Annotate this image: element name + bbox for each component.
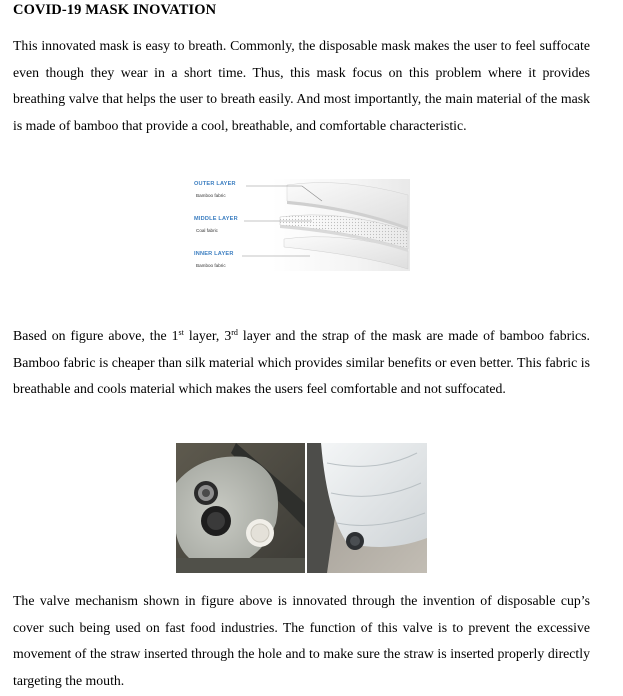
document-title: COVID-19 MASK INOVATION [13,2,217,18]
para2-text-a: Based on figure above, the 1 [13,328,179,343]
middle-layer-material: Coal fabric [196,228,218,233]
para2-text-b: layer, 3 [183,328,232,343]
para2-sup-2: rd [231,328,238,337]
inner-layer-label: INNER LAYER [194,251,234,257]
valve-paragraph: The valve mechanism shown in figure above is innovated through the invention of disposable cup’s cover such being used on fast food industries. The function of this valve is to prevent the excessive movement of the straw inserted through the hole and to make sure the straw is inserted properly directly targeting the mouth. [13,593,590,688]
intro-paragraph: This innovated mask is easy to breath. Commonly, the disposable mask makes the user to feel suffocate even though they wear in a short time. Thus, this mask focus on this problem where it provides breathing valve that helps the user to breath easily. And most importantly, the main material of the mask is made of bamboo that provide a cool, breathable, and comfortable characteristic. [13,38,590,133]
middle-layer-label: MIDDLE LAYER [194,216,238,222]
mask-photo-grey [176,443,305,573]
mask-layers-figure [192,179,410,271]
para2-text-c: layer and the strap of the mask are made of bamboo fabrics. Bamboo fabric is cheaper than silk material which provides similar benefits or even better. This fabric is breathable and cools material which makes the users feel comfortable and not suffocated. [13,328,590,397]
outer-layer-label: OUTER LAYER [194,181,236,187]
mask-photo-white [307,443,427,573]
bamboo-paragraph [13,323,590,403]
outer-layer-material: Bamboo fabric [196,193,226,198]
inner-layer-material: Bamboo fabric [196,263,226,268]
mask-photos-figure [176,443,427,573]
para2-sup-1: st [178,328,184,337]
